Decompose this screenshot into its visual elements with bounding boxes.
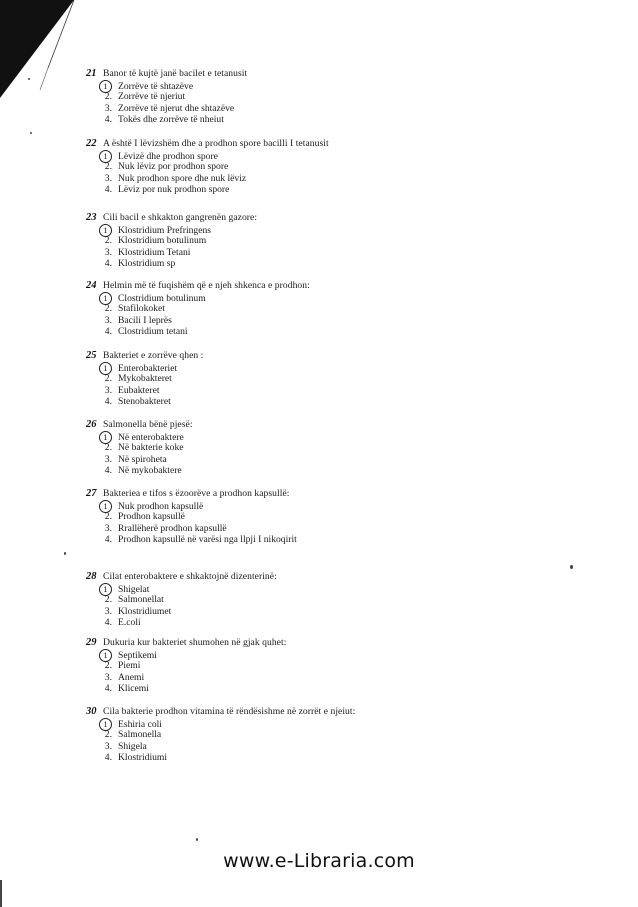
option-text: Prodhon kapsullë	[118, 511, 185, 523]
option-number-text: 2.	[104, 91, 112, 103]
question-title	[86, 637, 286, 649]
answer-option	[86, 258, 257, 269]
answer-option	[86, 523, 297, 534]
question-block	[86, 138, 329, 196]
answer-option	[86, 326, 310, 337]
option-number-text: 4.	[104, 683, 112, 695]
answer-option	[86, 454, 193, 465]
answer-option-selected	[86, 292, 310, 303]
answer-option	[86, 672, 286, 683]
option-text: Salmonella	[118, 729, 162, 741]
circled-option-number: 1	[99, 224, 112, 237]
answer-option-selected	[86, 583, 277, 594]
option-text: Klostridium Tetani	[118, 246, 191, 258]
answer-option	[86, 511, 297, 522]
question-block	[86, 419, 193, 477]
option-number	[86, 442, 118, 454]
question-text: Banor të kujtë janë bacilet e tetanusit	[103, 68, 248, 79]
option-number	[86, 523, 118, 535]
option-number	[86, 741, 118, 753]
option-text: Klostridiumi	[118, 752, 168, 764]
question-title	[86, 350, 203, 362]
question-block	[86, 350, 203, 408]
answer-options	[86, 292, 310, 338]
option-number	[86, 511, 118, 523]
option-number-text: 4.	[104, 534, 112, 546]
question-number: 27	[86, 488, 97, 499]
option-text: Anemi	[118, 671, 145, 683]
option-text: Klostridium botulinum	[118, 235, 207, 247]
circled-option-number: 1	[99, 80, 112, 93]
option-text: Prodhon kapsullë në varësi nga llpji I nikoqirit	[118, 534, 297, 546]
option-number-text: 2.	[104, 161, 112, 173]
option-number-text: 3.	[104, 314, 112, 326]
question-title	[86, 419, 193, 431]
answer-option	[86, 396, 203, 407]
question-title	[86, 706, 355, 718]
question-title	[86, 138, 329, 150]
answer-option	[86, 729, 355, 740]
question-number: 26	[86, 419, 97, 430]
answer-option	[86, 247, 257, 258]
option-number	[86, 465, 118, 477]
answer-option-selected	[86, 431, 193, 442]
question-text: A është I lëvizshëm dhe a prodhon spore bacilli I tetanusit	[103, 138, 329, 149]
answer-options	[86, 224, 257, 270]
option-text: Piemi	[118, 660, 141, 672]
option-number-text: 2.	[104, 373, 112, 385]
option-number	[86, 161, 118, 173]
circled-option-number: 1	[99, 718, 112, 731]
answer-option-selected	[86, 224, 257, 235]
option-text: Klostridium Prefringens	[118, 225, 211, 236]
answer-option-selected	[86, 649, 286, 660]
question-title	[86, 212, 257, 224]
option-text: Eshiria coli	[118, 719, 162, 730]
answer-options	[86, 431, 193, 477]
option-number	[86, 303, 118, 315]
option-number	[86, 184, 118, 196]
answer-option	[86, 594, 277, 605]
option-number	[86, 385, 118, 397]
answer-options	[86, 80, 247, 126]
option-number-text: 4.	[104, 465, 112, 477]
option-text: Stenobakteret	[118, 396, 171, 408]
option-text: Lëviz por nuk prodhon spore	[118, 184, 230, 196]
question-block	[86, 571, 277, 629]
option-text: Rrallëherë prodhon kapsullë	[118, 522, 227, 534]
circled-option-number: 1	[99, 500, 112, 513]
option-number	[86, 258, 118, 270]
answer-option	[86, 315, 310, 326]
option-number	[86, 235, 118, 247]
option-number	[86, 315, 118, 327]
option-number-text: 3.	[104, 102, 112, 114]
option-text: Tokës dhe zorrëve të nheiut	[118, 114, 224, 126]
question-block	[86, 280, 310, 338]
option-number-text: 3.	[104, 740, 112, 752]
option-number	[86, 454, 118, 466]
question-block	[86, 212, 257, 270]
option-number	[86, 606, 118, 618]
option-number-text: 4.	[104, 617, 112, 629]
option-text: Zorrëve të njerut dhe shtazëve	[118, 102, 235, 114]
option-number	[86, 91, 118, 103]
option-number-text: 3.	[104, 172, 112, 184]
option-text: Zorrëve të njeriut	[118, 91, 186, 103]
question-number: 23	[86, 212, 97, 223]
option-text: Në mykobaktere	[118, 465, 182, 477]
question-text: Helmin më të fuqishëm që e njeh shkenca e prodhon:	[103, 280, 310, 291]
question-number: 29	[86, 637, 97, 648]
answer-option	[86, 373, 203, 384]
answer-option	[86, 235, 257, 246]
question-text: Cila bakterie prodhon vitamina të rëndësishme në zorrët e njeiut:	[103, 706, 356, 717]
option-number-text: 4.	[104, 752, 112, 764]
question-number: 30	[86, 706, 97, 717]
option-number	[86, 672, 118, 684]
scan-speck	[28, 78, 30, 80]
option-number-text: 4.	[104, 258, 112, 270]
option-number-text: 2.	[104, 511, 112, 523]
option-number-text: 3.	[104, 246, 112, 258]
question-title	[86, 280, 310, 292]
answer-option	[86, 465, 193, 476]
option-number	[86, 617, 118, 629]
option-number-text: 2.	[104, 660, 112, 672]
question-number: 24	[86, 280, 97, 291]
answer-option	[86, 161, 329, 172]
option-number-text: 4.	[104, 326, 112, 338]
answer-options	[86, 362, 203, 408]
option-text: Eubakteret	[118, 384, 160, 396]
answer-options	[86, 583, 277, 629]
option-text: Nuk lëviz por prodhon spore	[118, 161, 229, 173]
answer-option	[86, 683, 286, 694]
question-number: 21	[86, 68, 97, 79]
option-text: Nuk prodhon kapsullë	[118, 501, 204, 512]
option-text: Klicemi	[118, 683, 149, 695]
option-text: Clostridium botulinum	[118, 293, 206, 304]
option-number	[86, 373, 118, 385]
question-block	[86, 68, 247, 126]
option-text: Lëvizë dhe prodhon spore	[118, 151, 218, 162]
option-number-text: 2.	[104, 442, 112, 454]
question-title	[86, 68, 247, 80]
answer-option-selected	[86, 362, 203, 373]
question-text: Cili bacil e shkakton gangrenën gazore:	[103, 212, 258, 223]
answer-option	[86, 91, 247, 102]
question-text: Bakteriea e tifos s ëzoorëve a prodhon kapsullë:	[103, 488, 290, 499]
answer-options	[86, 150, 329, 196]
option-text: Në enterobaktere	[118, 432, 184, 443]
question-number: 25	[86, 350, 97, 361]
option-number	[86, 114, 118, 126]
option-text: Mykobakteret	[118, 373, 172, 385]
option-number-text: 4.	[104, 114, 112, 126]
question-text: Bakteriet e zorrëve qhen :	[103, 350, 204, 361]
answer-option	[86, 303, 310, 314]
option-text: E.coli	[118, 617, 141, 629]
option-text: Në bakterie koke	[118, 442, 184, 454]
scan-speck	[0, 880, 2, 907]
option-number-text: 2.	[104, 303, 112, 315]
question-text: Cilat enterobaktere e shkaktojnë dizenterinë:	[103, 571, 277, 582]
answer-option	[86, 617, 277, 628]
question-title	[86, 488, 297, 500]
answer-option	[86, 534, 297, 545]
option-text: Shigela	[118, 740, 147, 752]
answer-option	[86, 741, 355, 752]
footer-url: www.e-Libraria.com	[223, 850, 415, 872]
option-number-text: 2.	[104, 729, 112, 741]
question-text: Dukuria kur bakteriet shumohen në gjak quhet:	[103, 637, 287, 648]
answer-option	[86, 660, 286, 671]
question-title	[86, 571, 277, 583]
circled-option-number: 1	[99, 292, 112, 305]
scan-speck	[64, 552, 66, 555]
option-text: Clostridium tetani	[118, 326, 188, 338]
answer-option	[86, 385, 203, 396]
question-number: 28	[86, 571, 97, 582]
circled-option-number: 1	[99, 362, 112, 375]
option-text: Enterobakteriet	[118, 363, 178, 374]
answer-option-selected	[86, 80, 247, 91]
option-number	[86, 729, 118, 741]
option-text: Nuk prodhon spore dhe nuk lëviz	[118, 172, 247, 184]
option-number-text: 2.	[104, 235, 112, 247]
answer-option	[86, 184, 329, 195]
question-number: 22	[86, 138, 97, 149]
answer-option	[86, 173, 329, 184]
answer-option	[86, 114, 247, 125]
option-number-text: 3.	[104, 522, 112, 534]
circled-option-number: 1	[99, 583, 112, 596]
option-number-text: 3.	[104, 384, 112, 396]
option-number-text: 4.	[104, 184, 112, 196]
option-text: Salmonellat	[118, 594, 164, 606]
option-text: Klostridiumet	[118, 605, 172, 617]
option-text: Septikemi	[118, 650, 157, 661]
scan-speck	[570, 565, 573, 569]
option-text: Shigelat	[118, 584, 150, 595]
option-number	[86, 660, 118, 672]
option-text: Bacili I leprës	[118, 314, 172, 326]
option-text: Klostridium sp	[118, 258, 176, 270]
answer-options	[86, 718, 355, 764]
option-text: Në spiroheta	[118, 453, 167, 465]
option-number	[86, 103, 118, 115]
circled-option-number: 1	[99, 150, 112, 163]
option-number-text: 3.	[104, 671, 112, 683]
option-text: Stafilokoket	[118, 303, 165, 315]
option-number	[86, 534, 118, 546]
answer-option	[86, 752, 355, 763]
answer-option-selected	[86, 150, 329, 161]
option-number	[86, 326, 118, 338]
option-number-text: 2.	[104, 594, 112, 606]
option-number	[86, 683, 118, 695]
option-number	[86, 173, 118, 185]
scan-speck	[30, 132, 32, 134]
option-number	[86, 396, 118, 408]
question-block	[86, 637, 286, 695]
option-number	[86, 594, 118, 606]
option-number-text: 4.	[104, 396, 112, 408]
scan-speck	[196, 838, 198, 841]
option-number-text: 3.	[104, 605, 112, 617]
option-text: Zorrëve të shtazëve	[118, 81, 194, 92]
answer-options	[86, 649, 286, 695]
answer-option-selected	[86, 500, 297, 511]
answer-option	[86, 606, 277, 617]
circled-option-number: 1	[99, 649, 112, 662]
question-text: Salmonella bënë pjesë:	[103, 419, 193, 430]
question-block	[86, 706, 355, 764]
answer-options	[86, 500, 297, 546]
answer-option-selected	[86, 718, 355, 729]
option-number	[86, 247, 118, 259]
option-number	[86, 752, 118, 764]
answer-option	[86, 103, 247, 114]
circled-option-number: 1	[99, 431, 112, 444]
answer-option	[86, 442, 193, 453]
question-block	[86, 488, 297, 546]
option-number-text: 3.	[104, 453, 112, 465]
